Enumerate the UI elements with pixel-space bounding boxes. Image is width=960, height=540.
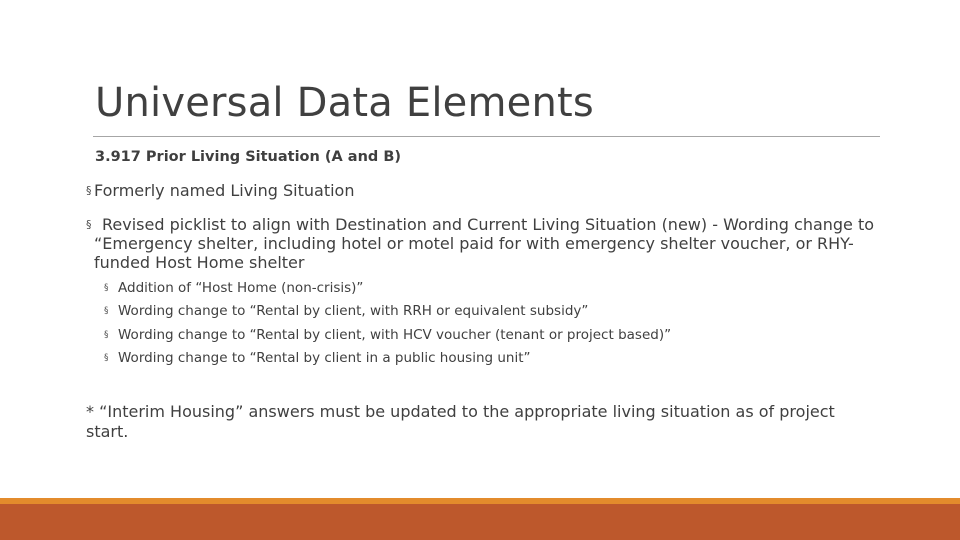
- bullet-marker-icon: §: [86, 184, 92, 197]
- bullet-text: Formerly named Living Situation: [94, 181, 355, 200]
- bullet-marker-icon: §: [104, 352, 109, 363]
- footer-band: [0, 504, 960, 540]
- bullet-item: [86, 181, 886, 200]
- bullet-text: Revised picklist to align with Destination and Current Living Situation (new) - Wording change to “Emergency shelter, including hotel or motel paid for with emergency shelter voucher, or RHY-funded Host Home shelter: [94, 215, 875, 272]
- title-divider: [93, 136, 880, 137]
- sub-bullet-item: [104, 300, 804, 323]
- sub-bullet-item: [104, 277, 804, 300]
- bullet-marker-icon: §: [104, 283, 109, 293]
- footnote: * “Interim Housing” answers must be updated to the appropriate living situation as of project start.: [86, 402, 835, 441]
- sub-bullet-list: [104, 277, 804, 370]
- sub-bullet-text: Wording change to “Rental by client, with RRH or equivalent subsidy”: [118, 303, 589, 320]
- bullet-marker-icon: §: [86, 218, 92, 231]
- bullet-item: [86, 215, 881, 272]
- sub-bullet-text: Addition of “Host Home (non-crisis)”: [118, 280, 364, 296]
- sub-bullet-item: [104, 347, 804, 370]
- sub-bullet-text: Wording change to “Rental by client, with HCV voucher (tenant or project based)”: [118, 326, 672, 343]
- slide-subtitle: 3.917 Prior Living Situation (A and B): [95, 149, 402, 165]
- slide-title: Universal Data Elements: [95, 80, 594, 126]
- bullet-marker-icon: §: [104, 306, 109, 317]
- sub-bullet-item: [104, 324, 804, 347]
- sub-bullet-text: Wording change to “Rental by client in a public housing unit”: [118, 349, 531, 366]
- bullet-marker-icon: §: [104, 329, 109, 340]
